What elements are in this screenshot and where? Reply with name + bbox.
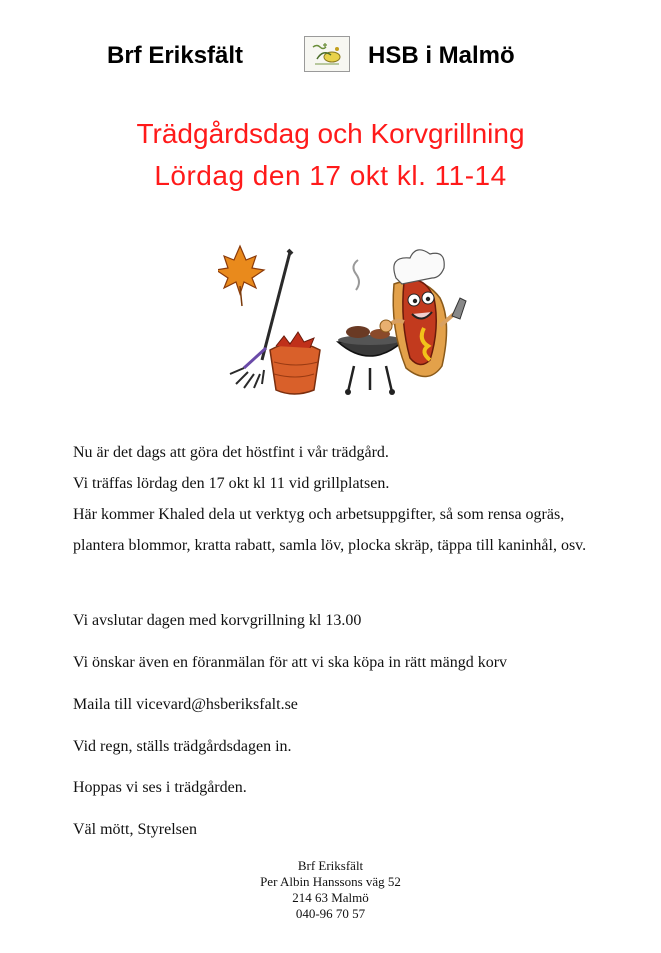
footer-street: Per Albin Hanssons väg 52 bbox=[260, 874, 401, 889]
autumn-leaf-rake-basket-icon bbox=[218, 246, 320, 394]
email-link[interactable]: vicevard@hsberiksfalt.se bbox=[136, 696, 298, 713]
event-date: Lördag den 17 okt kl. 11-14 bbox=[154, 160, 507, 191]
brf-name: Brf Eriksfält bbox=[107, 42, 244, 69]
intro-line: Vi träffas lördag den 17 okt kl 11 vid grillplatsen. bbox=[73, 475, 390, 492]
hsb-logo-icon bbox=[304, 36, 350, 72]
footer-postal: 214 63 Malmö bbox=[292, 890, 369, 905]
rain-text: Vid regn, ställs trädgårdsdagen in. bbox=[73, 738, 292, 755]
mail-line bbox=[73, 696, 298, 714]
mail-prefix: Maila till bbox=[73, 696, 137, 713]
hotdog-chef-grill-icon bbox=[338, 250, 466, 395]
event-title: Trädgårdsdag och Korvgrillning bbox=[136, 118, 525, 149]
hope-text: Hoppas vi ses i trädgården. bbox=[73, 779, 247, 796]
intro-line: Här kommer Khaled dela ut verktyg och arbetsuppgifter, så som rensa ogräs, plantera blommor, kratta rabatt, samla löv, plocka skräp, täppa till kaninhål, osv. bbox=[73, 506, 587, 554]
signup-text: Vi önskar även en föranmälan för att vi ska köpa in rätt mängd korv bbox=[73, 654, 508, 671]
footer-name: Brf Eriksfält bbox=[297, 858, 364, 873]
illustration bbox=[218, 242, 468, 402]
header bbox=[0, 36, 661, 78]
bbq-text: Vi avslutar dagen med korvgrillning kl 13.00 bbox=[73, 612, 362, 629]
intro-paragraph bbox=[73, 437, 613, 561]
footer-address bbox=[0, 858, 661, 922]
footer-phone: 040-96 70 57 bbox=[295, 906, 366, 921]
regards-text: Väl mött, Styrelsen bbox=[73, 821, 197, 838]
hsb-name: HSB i Malmö bbox=[368, 42, 515, 69]
intro-line: Nu är det dags att göra det höstfint i vår trädgård. bbox=[73, 444, 389, 461]
